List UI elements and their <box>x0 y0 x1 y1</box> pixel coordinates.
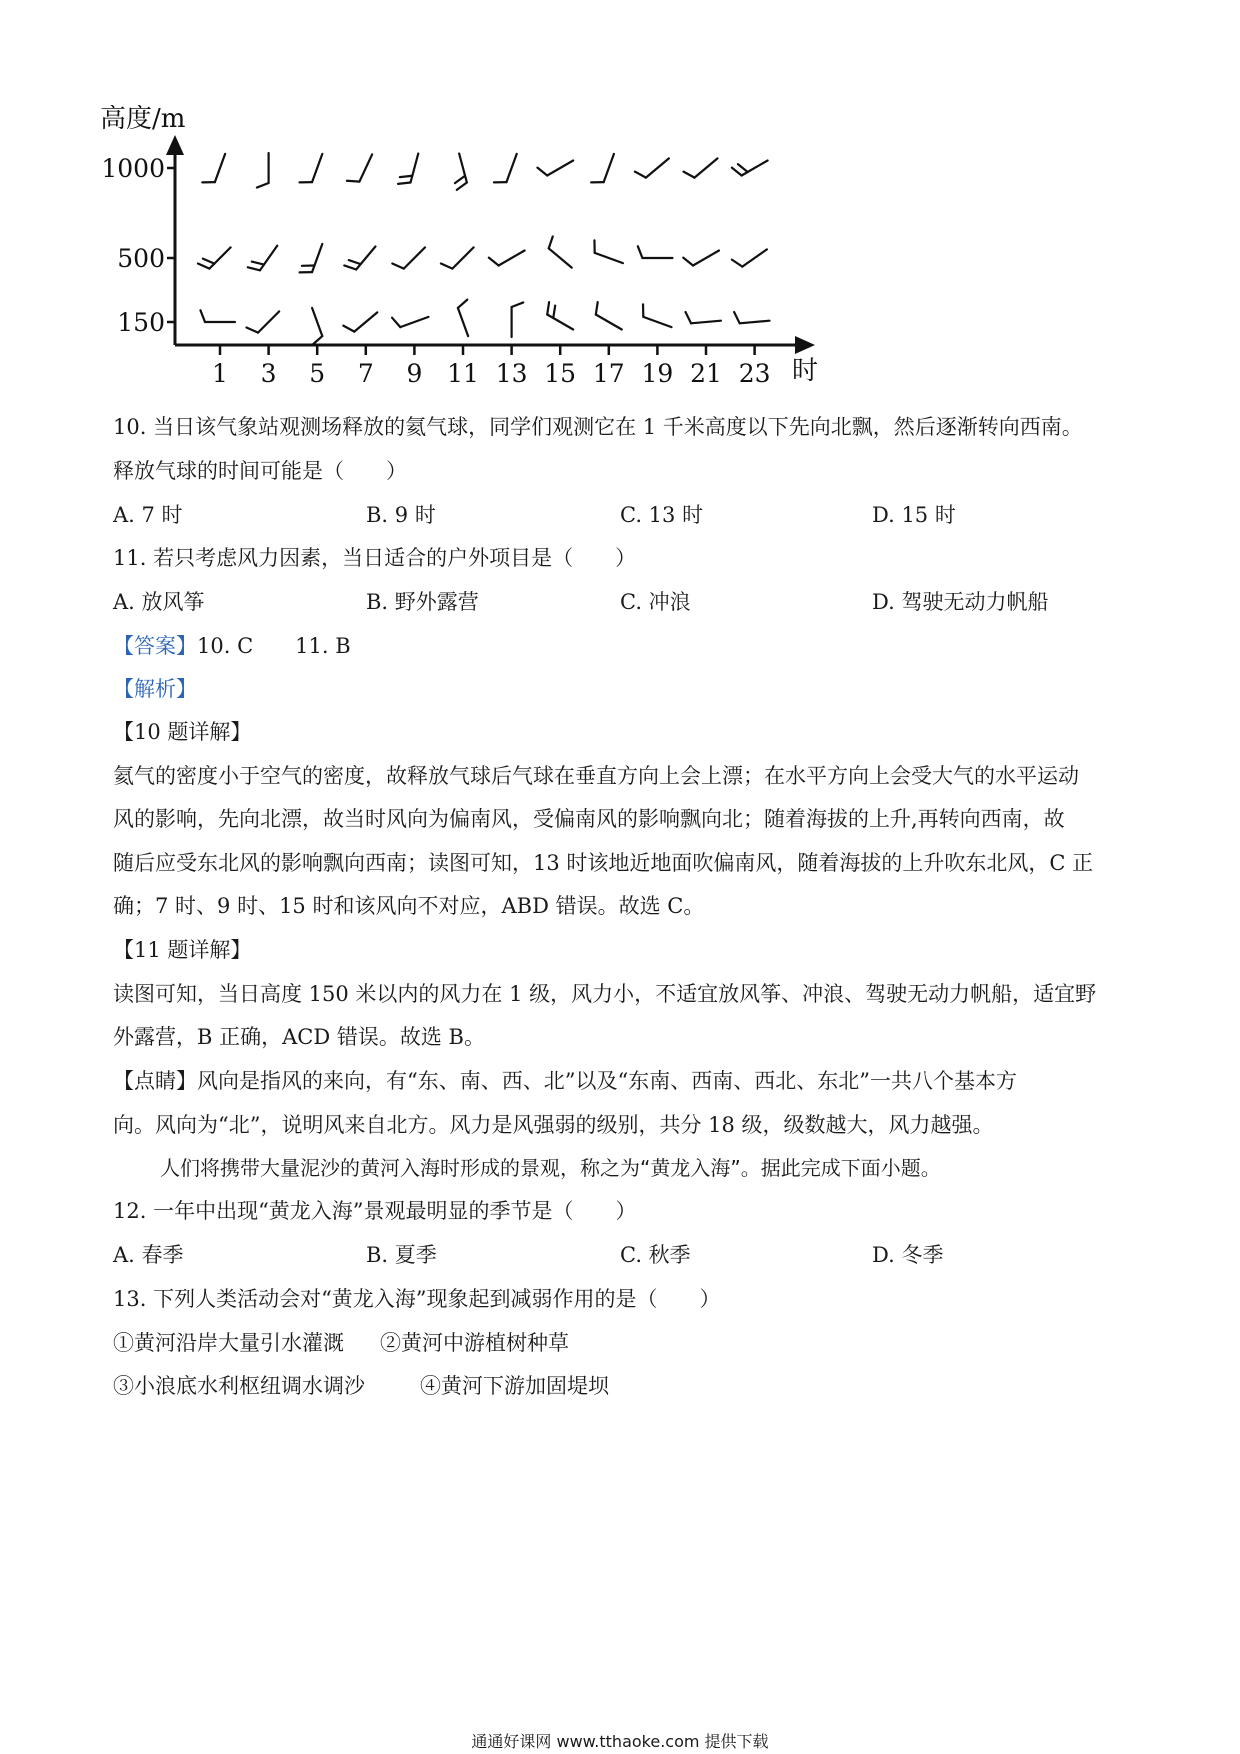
x-tick-label: 7 <box>357 359 374 388</box>
x-tick-label: 23 <box>738 359 771 388</box>
wind-barb <box>257 153 269 188</box>
y-axis-arrow <box>166 135 184 155</box>
q10-option-b: B. 9 时 <box>366 503 436 527</box>
x-axis-arrow <box>795 336 815 354</box>
q13-stem: 13. 下列人类活动会对“黄龙入海”现象起到减弱作用的是（ ） <box>113 1287 721 1311</box>
wind-barb <box>732 249 767 266</box>
wind-barb <box>344 247 375 270</box>
q12-option-b: B. 夏季 <box>366 1243 437 1267</box>
x-tick-label: 1 <box>212 359 228 388</box>
q12-option-a: A. 春季 <box>113 1243 184 1267</box>
q10-stem-line2: 释放气球的时间可能是（ ） <box>113 459 407 483</box>
chart-ticks <box>101 154 770 388</box>
chart-barbs <box>198 153 770 344</box>
q10-option-d: D. 15 时 <box>872 503 956 527</box>
detail10-line2: 风的影响，先向北漂，故当时风向为偏南风，受偏南风的影响飘向北；随着海拔的上升,再转向西南，故 <box>113 807 1065 831</box>
wind-barb <box>392 317 428 327</box>
wind-barb <box>537 161 573 176</box>
wind-barb <box>686 312 721 323</box>
x-tick-label: 17 <box>592 359 625 388</box>
wind-barb <box>512 302 524 337</box>
y-axis-label: 高度/m <box>100 105 186 134</box>
wind-barb <box>247 311 280 332</box>
wind-barb <box>732 161 768 176</box>
q10-option-a: A. 7 时 <box>113 503 183 527</box>
y-tick-label: 500 <box>117 244 165 273</box>
q11-option-d: D. 驾驶无动力帆船 <box>872 590 1049 614</box>
x-tick-label: 3 <box>260 359 277 388</box>
x-tick-label: 9 <box>406 359 423 388</box>
wind-barb <box>300 154 323 182</box>
dianjing-text1: 风向是指风的来向，有“东、南、西、北”以及“东南、西南、西北、东北”一共八个基本方 <box>197 1069 1017 1093</box>
wind-barb <box>494 154 517 182</box>
q11-option-a: A. 放风筝 <box>113 590 205 614</box>
wind-barb <box>638 246 673 258</box>
detail10-line4: 确；7 时、9 时、15 时和该风向不对应，ABD 错误。故选 C。 <box>113 894 705 918</box>
wind-barb <box>455 154 467 190</box>
q12-option-d: D. 冬季 <box>872 1243 944 1267</box>
q13-item-3: ③小浪底水利枢纽调水调沙 <box>113 1374 365 1398</box>
footer-watermark: 通通好课网 www.tthaoke.com 提供下载 <box>471 1732 769 1751</box>
wind-barb <box>347 154 372 181</box>
x-tick-label: 13 <box>495 359 528 388</box>
wind-barb <box>198 247 231 268</box>
detail10-line1: 氦气的密度小于空气的密度，故释放气球后气球在垂直方向上会上漂；在水平方向上会受大气的水平运动 <box>113 764 1079 788</box>
x-tick-label: 11 <box>447 359 479 388</box>
analysis-tag: 【解析】 <box>113 677 197 701</box>
wind-barb-chart <box>100 105 940 435</box>
x-tick-label: 15 <box>544 359 577 388</box>
wind-barb <box>200 310 235 322</box>
wind-barb <box>202 154 225 182</box>
wind-barb <box>635 158 669 177</box>
wind-barb <box>591 154 614 182</box>
q11-stem: 11. 若只考虑风力因素，当日适合的户外项目是（ ） <box>113 546 637 570</box>
q13-item-1: ①黄河沿岸大量引水灌溉 <box>113 1331 344 1355</box>
q10-option-c: C. 13 时 <box>620 503 704 527</box>
y-tick-label: 150 <box>117 308 165 337</box>
wind-barb <box>547 302 573 329</box>
dianjing-line2: 向。风向为“北”，说明风来自北方。风力是风强弱的级别，共分 18 级，级数越大，风力越强。 <box>113 1113 994 1137</box>
q13-item-4: ④黄河下游加固堤坝 <box>420 1374 609 1398</box>
wind-barb <box>683 251 719 266</box>
q10-stem-line1: 10. 当日该气象站观测场释放的氦气球，同学们观测它在 1 千米高度以下先向北飘，然后逐渐转向西南。 <box>113 415 1083 439</box>
wind-barb <box>441 247 474 268</box>
dianjing-tag: 【点睛】 <box>113 1069 197 1093</box>
q12-option-c: C. 秋季 <box>620 1243 691 1267</box>
detail11-heading: 【11 题详解】 <box>113 938 252 962</box>
wind-barb <box>734 312 769 323</box>
detail10-heading: 【10 题详解】 <box>113 720 252 744</box>
wind-barb <box>343 312 377 331</box>
wind-barb <box>398 154 418 184</box>
x-tick-label: 21 <box>690 359 722 388</box>
q12-stem: 12. 一年中出现“黄龙入海”景观最明显的季节是（ ） <box>113 1199 637 1223</box>
detail11-line1: 读图可知，当日高度 150 米以内的风力在 1 级，风力小，不适宜放风筝、冲浪、驾驶无动力帆船，适宜野 <box>113 982 1097 1006</box>
x-tick-label: 19 <box>641 359 674 388</box>
x-tick-label: 5 <box>309 359 326 388</box>
wind-barb <box>684 158 718 177</box>
wind-barb <box>300 244 323 272</box>
y-tick-label: 1000 <box>101 154 165 183</box>
dianjing-line1 <box>113 1066 1017 1096</box>
material-text: 人们将携带大量泥沙的黄河入海时形成的景观，称之为“黄龙入海”。据此完成下面小题。 <box>160 1156 941 1180</box>
wind-barb <box>392 247 425 268</box>
detail11-line2: 外露营，B 正确，ACD 错误。故选 B。 <box>113 1025 485 1049</box>
wind-barb <box>458 300 468 336</box>
detail10-line3: 随后应受东北风的影响飘向西南；读图可知，13 时该地近地面吹偏南风，随着海拔的上升吹东北风，C 正 <box>113 851 1094 875</box>
q11-option-b: B. 野外露营 <box>366 590 479 614</box>
wind-barb <box>643 304 671 327</box>
answer-tag: 【答案】 <box>113 634 197 658</box>
answer-text: 10. C 11. B <box>197 634 351 658</box>
answer-line <box>113 631 351 661</box>
wind-barb <box>248 246 277 271</box>
wind-barb <box>549 236 572 267</box>
wind-barb <box>489 251 525 266</box>
x-axis-label: 时 <box>792 356 819 386</box>
wind-barb <box>594 240 622 263</box>
q13-item-2: ②黄河中游植树种草 <box>380 1331 569 1355</box>
wind-barb <box>596 302 622 329</box>
wind-barb <box>312 308 322 344</box>
q11-option-c: C. 冲浪 <box>620 590 691 614</box>
